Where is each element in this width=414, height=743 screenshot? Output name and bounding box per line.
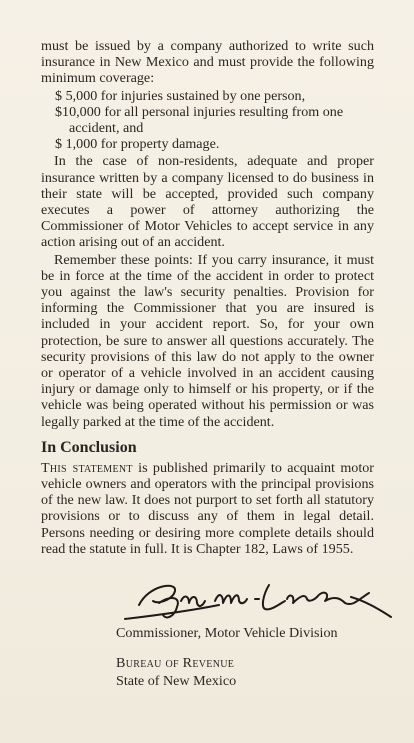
signature — [119, 575, 399, 625]
coverage-item: $ 5,000 for injuries sustained by one person, — [55, 87, 306, 104]
bureau-name: Bureau of Revenue — [116, 655, 235, 672]
section-heading: In Conclusion — [41, 438, 137, 456]
conclusion-lead: This statement — [41, 459, 133, 476]
conclusion-body: is published primarily to acquaint motor vehicle owners and operators with the principal provisions of the new law. It does not purport to set forth all statutory provisions or to discuss any of them in legal detail. Persons needing or desiring more complete details should read the statute in full. It is Chapter 182, Laws of 1955. — [41, 459, 374, 557]
nonresidents-paragraph: In the case of non-residents, adequate and proper insurance written by a company licensed to do business in their state will be accepted, provided such company executes a power of attorney authorizing the Commissioner of Motor Vehicles to accept service in any action arising out of an accident. — [41, 153, 374, 251]
intro-paragraph: must be issued by a company authorized to write such insurance in New Mexico and must provide the following minimum coverage: — [41, 38, 374, 87]
coverage-item: $10,000 for all personal injuries resulting from one accident, and — [55, 103, 344, 137]
state-name: State of New Mexico — [116, 673, 237, 690]
conclusion-paragraph — [41, 460, 374, 557]
signature-mark — [119, 575, 399, 625]
remember-paragraph: Remember these points: If you carry insurance, it must be in force at the time of the accident in order to protect you against the law's security penalties. Provision for informing the Commissioner that you are insured is included in your accident report. So, for your own protection, be sure to answer all questions accurately. The security provisions of this law do not apply to the owner or operator of a vehicle involved in an accident causing injury or damage only to himself or his property, or if the vehicle was being operated without his permission or was legally parked at the time of the accident. — [41, 251, 374, 430]
coverage-item: $ 1,000 for property damage. — [55, 136, 220, 153]
signatory-title: Commissioner, Motor Vehicle Division — [116, 625, 338, 642]
coverage-list — [55, 88, 374, 153]
